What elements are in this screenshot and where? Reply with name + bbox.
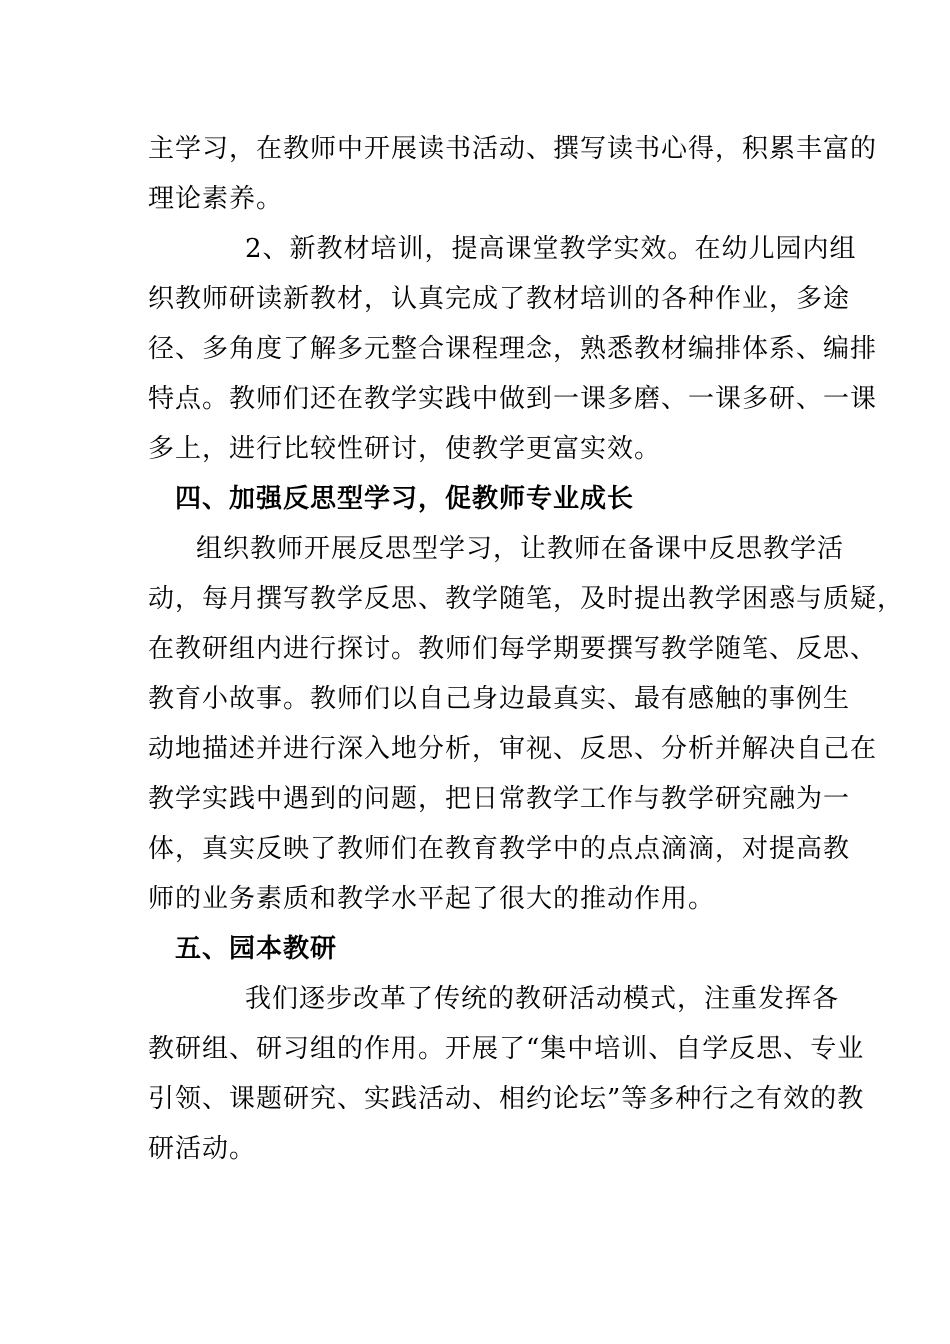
text-line: 动地描述并进行深入地分析，审视、反思、分析并解决自己在 xyxy=(148,734,878,764)
text-line: 组织教师开展反思型学习，让教师在备课中反思教学活 xyxy=(196,534,845,564)
text-line: 动，每月撰写教学反思、教学随笔，及时提出教学困惑与质疑， xyxy=(148,584,905,614)
text-line: 教研组、研习组的作用。开展了“集中培训、自学反思、专业 xyxy=(148,1034,865,1064)
text-line: 体，真实反映了教师们在教育教学中的点点滴滴，对提高教 xyxy=(148,834,851,864)
text-line: 理论素养。 xyxy=(148,184,284,214)
text-line: 引领、课题研究、实践活动、相约论坛”等多种行之有效的教 xyxy=(148,1084,865,1114)
text-line: 多上，进行比较性研讨，使教学更富实效。 xyxy=(148,434,662,464)
text-line: 2、新教材培训，提高课堂教学实效。在幼儿园内组 xyxy=(245,234,857,264)
text-line: 教学实践中遇到的问题，把日常教学工作与教学研究融为一 xyxy=(148,784,851,814)
text-line: 我们逐步改革了传统的教研活动模式，注重发挥各 xyxy=(245,984,840,1014)
text-line: 主学习，在教师中开展读书活动、撰写读书心得，积累丰富的 xyxy=(148,134,878,164)
text-line: 教育小故事。教师们以自己身边最真实、最有感触的事例生 xyxy=(148,684,851,714)
text-line: 织教师研读新教材，认真完成了教材培训的各种作业，多途 xyxy=(148,284,851,314)
text-line: 研活动。 xyxy=(148,1134,257,1164)
text-line: 特点。教师们还在教学实践中做到一课多磨、一课多研、一课 xyxy=(148,384,878,414)
section-heading-five: 五、园本教研 xyxy=(175,934,338,964)
text-line: 师的业务素质和教学水平起了很大的推动作用。 xyxy=(148,884,716,914)
text-line: 在教研组内进行探讨。教师们每学期要撰写教学随笔、反思、 xyxy=(148,634,878,664)
text-line: 径、多角度了解多元整合课程理念，熟悉教材编排体系、编排 xyxy=(148,334,878,364)
section-heading-four: 四、加强反思型学习，促教师专业成长 xyxy=(175,484,635,514)
